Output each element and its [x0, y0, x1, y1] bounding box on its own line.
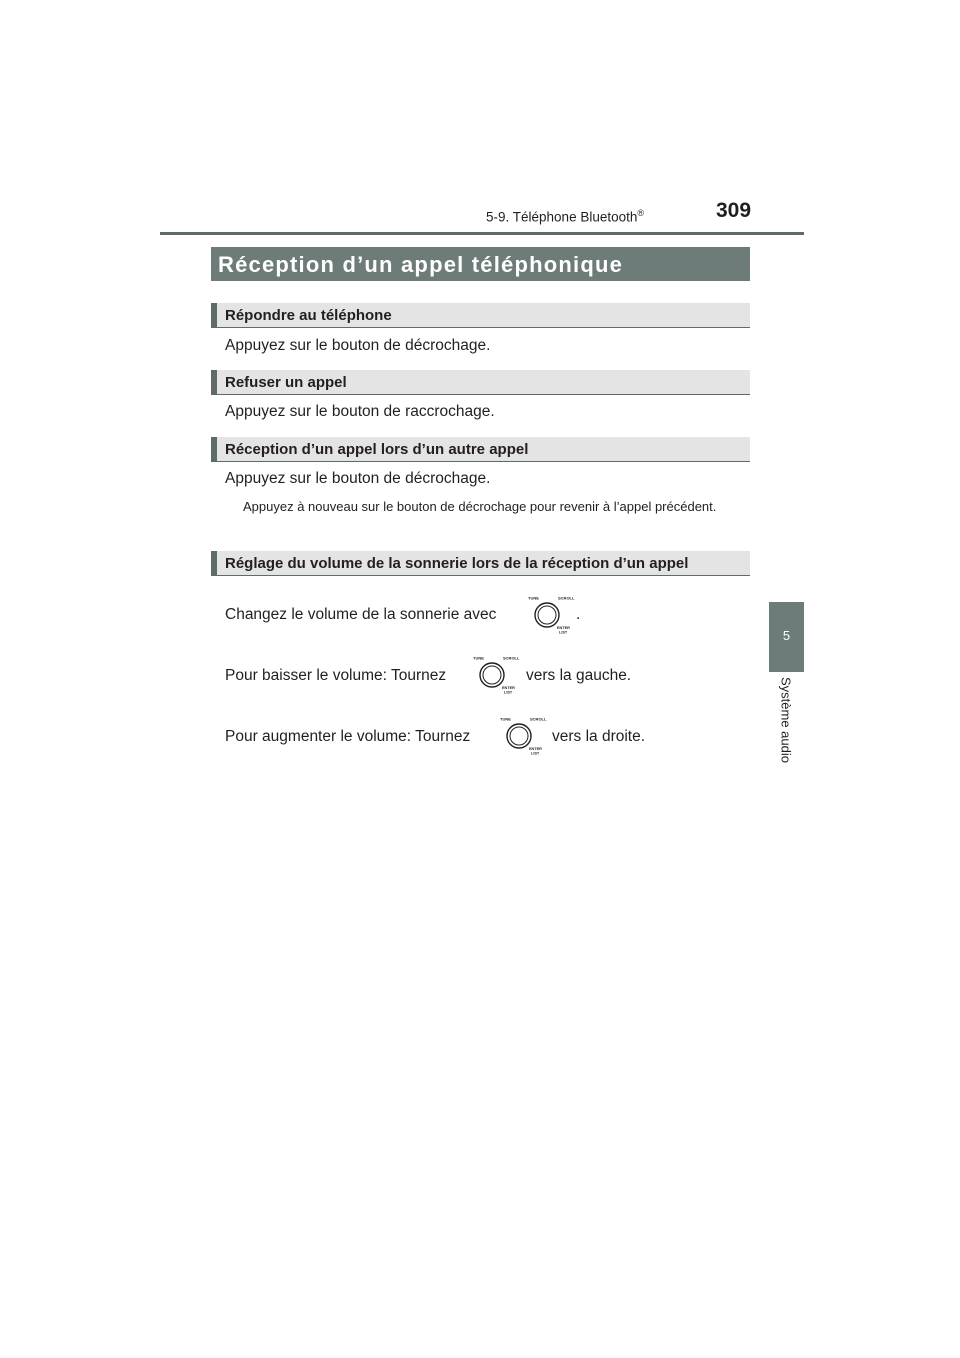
chapter-label: Système audio — [778, 677, 794, 763]
knob-label-scroll: SCROLL — [503, 655, 520, 661]
knob-label-list: LIST — [504, 690, 513, 695]
tune-scroll-knob-icon — [497, 716, 549, 756]
during-call-instruction: Appuyez sur le bouton de décrochage. — [225, 470, 491, 487]
section-heading-refuse — [211, 370, 750, 395]
knob-label-scroll: SCROLL — [558, 595, 575, 601]
knob-label-enter: ENTER — [557, 626, 570, 630]
refuse-instruction: Appuyez sur le bouton de raccrochage. — [225, 403, 495, 420]
running-header — [486, 208, 644, 225]
ring-volume-line-2 — [225, 667, 446, 685]
page-title-bar — [211, 247, 750, 281]
heading-accent — [211, 370, 217, 394]
knob-label-list: LIST — [531, 751, 540, 756]
heading-accent — [211, 303, 217, 327]
chapter-number: 5 — [782, 628, 791, 643]
knob-label-tune: TUNE — [500, 716, 511, 722]
heading-text: Réglage du volume de la sonnerie lors de la réception d’un appel — [225, 555, 689, 572]
heading-accent — [211, 551, 217, 575]
section-heading-ring-volume — [211, 551, 750, 576]
knob-label-tune: TUNE — [473, 655, 484, 661]
tune-scroll-knob-icon — [470, 655, 522, 695]
registered-mark: ® — [637, 208, 645, 218]
line-text-before: Pour augmenter le volume: Tournez — [225, 728, 471, 745]
ring-volume-line-3 — [225, 728, 470, 746]
heading-text: Répondre au téléphone — [225, 307, 392, 324]
header-rule — [160, 232, 804, 235]
heading-text: Réception d’un appel lors d’un autre appel — [225, 441, 529, 458]
section-heading-during-call — [211, 437, 750, 462]
line-text-after: . — [576, 606, 581, 623]
page-number: 309 — [716, 199, 752, 222]
line-text-before: Changez le volume de la sonnerie avec — [225, 606, 497, 623]
page-title: Réception d’un appel téléphonique — [218, 252, 624, 277]
line-text-after: vers la gauche. — [526, 667, 632, 684]
section-title: 5-9. Téléphone Bluetooth — [486, 209, 638, 225]
heading-text: Refuser un appel — [225, 374, 347, 391]
knob-label-tune: TUNE — [528, 595, 539, 601]
knob-label-enter: ENTER — [502, 686, 515, 690]
during-call-note: Appuyez à nouveau sur le bouton de décrochage pour revenir à l’appel précédent. — [243, 499, 717, 514]
knob-label-enter: ENTER — [529, 747, 542, 751]
knob-label-scroll: SCROLL — [530, 716, 547, 722]
knob-label-list: LIST — [559, 630, 568, 635]
ring-volume-line-1 — [225, 606, 496, 624]
tune-scroll-knob-icon — [525, 595, 577, 635]
answer-instruction: Appuyez sur le bouton de décrochage. — [225, 337, 491, 354]
line-text-after: vers la droite. — [552, 728, 646, 745]
heading-accent — [211, 437, 217, 461]
chapter-tab — [769, 602, 804, 672]
line-text-before: Pour baisser le volume: Tournez — [225, 667, 447, 684]
section-heading-answer — [211, 303, 750, 328]
